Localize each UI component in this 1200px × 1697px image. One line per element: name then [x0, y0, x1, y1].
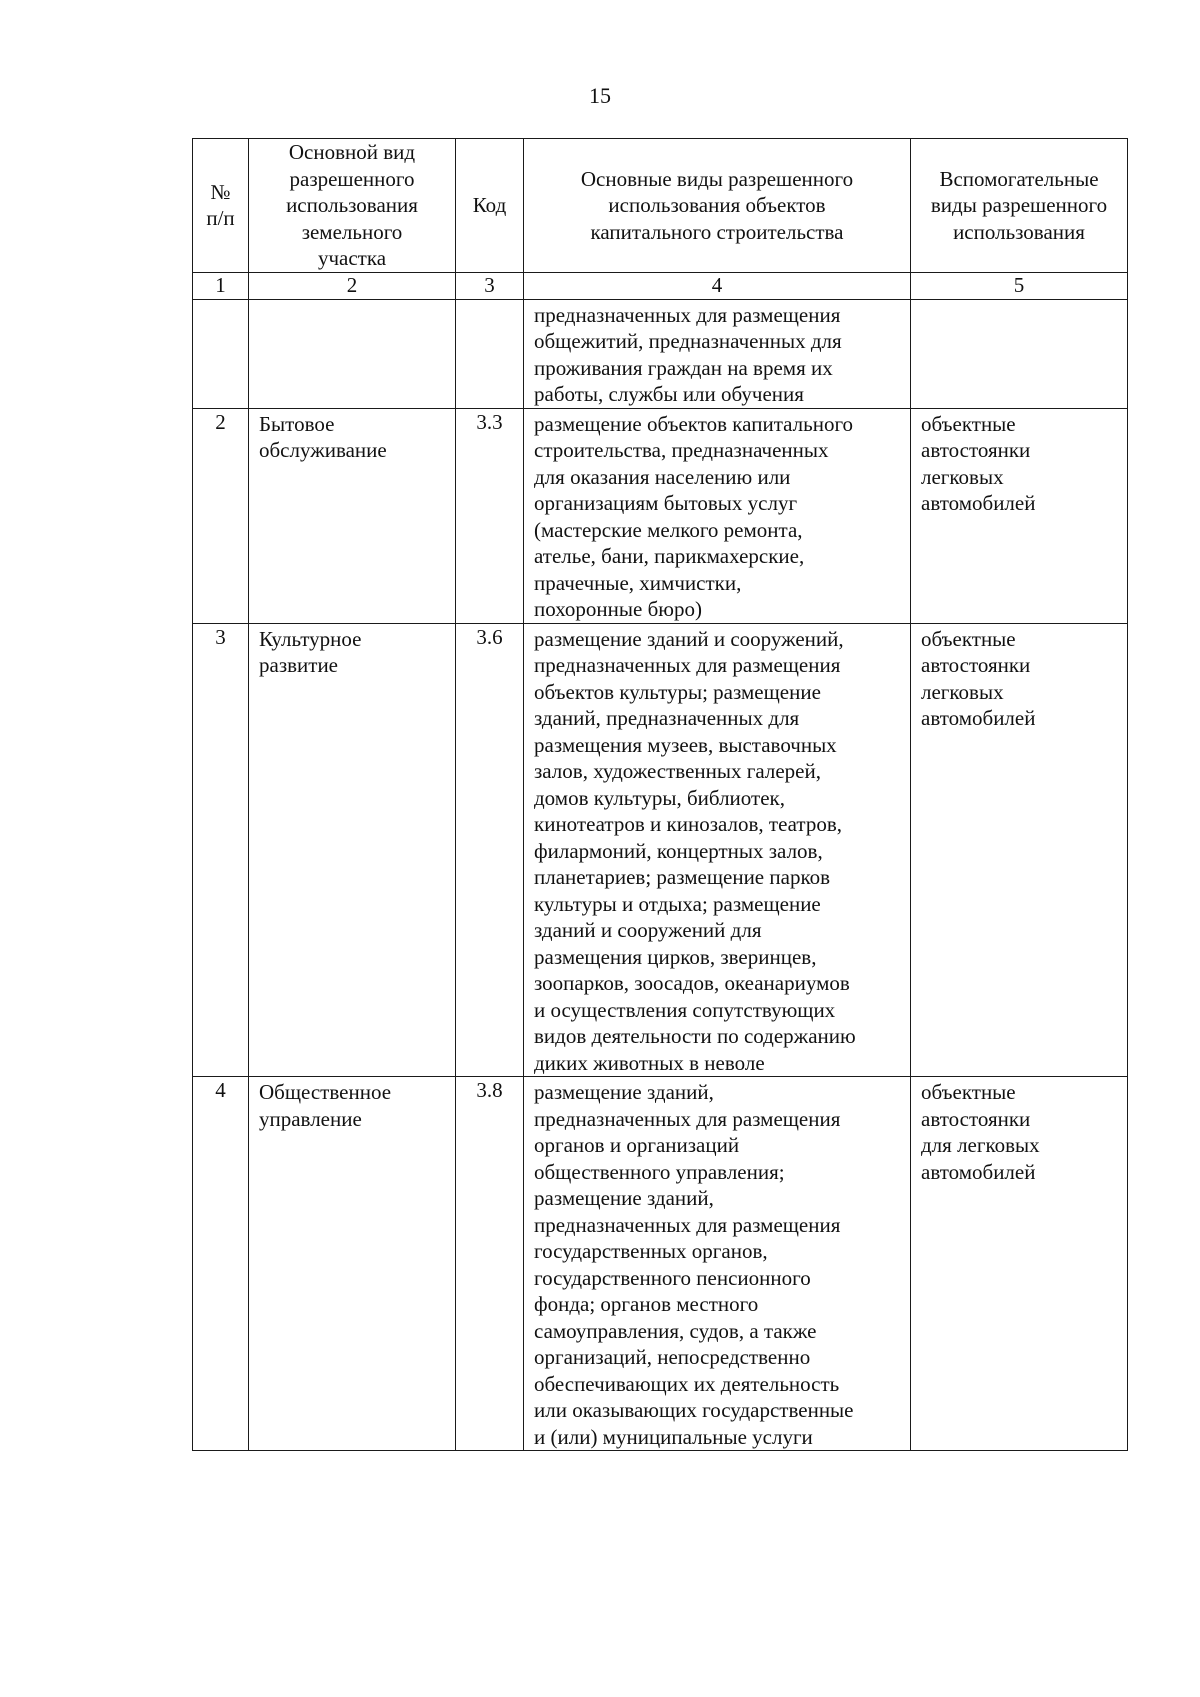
row-number: 2 [193, 408, 249, 623]
capital-use-cell-line: размещение зданий, [534, 1186, 714, 1210]
code-cell: 3.6 [456, 623, 524, 1077]
capital-use-cell-line: культуры и отдыха; размещение [534, 891, 821, 916]
header-no: № п/п [193, 139, 249, 273]
capital-use-cell-line: размещение зданий и сооружений, [534, 626, 844, 651]
capital-use-cell-line: для оказания населению или [534, 464, 791, 489]
capital-use-cell-line: государственного пенсионного [534, 1265, 811, 1290]
capital-use-cell-line: предназначенных для размещения [534, 302, 841, 327]
auxiliary-use-cell-line: объектные [921, 411, 1016, 436]
capital-use-cell-line: ателье, бани, парикмахерские, [534, 544, 805, 568]
header-code: Код [456, 139, 524, 273]
column-number-row [193, 272, 1128, 299]
capital-use-cell-line: и (или) муниципальные услуги [534, 1424, 813, 1449]
capital-use-cell-line: органов и организаций [534, 1133, 740, 1157]
capital-use-cell-line: филармоний, концертных залов, [534, 838, 823, 863]
capital-use-cell-line: фонда; органов местного [534, 1292, 759, 1316]
land-use-cell-line: управление [259, 1106, 362, 1131]
capital-use-cell-line: зоопарков, зоосадов, океанариумов [534, 971, 850, 995]
table-header-row [193, 139, 1128, 273]
row-number [193, 299, 249, 408]
capital-use-cell-line: объектов культуры; размещение [534, 679, 821, 704]
auxiliary-use-cell-line: объектные [921, 1080, 1016, 1104]
capital-use-cell [524, 623, 911, 1077]
land-use-cell-line: Бытовое [259, 411, 335, 436]
capital-use-cell-line: работы, службы или обучения [534, 382, 804, 406]
capital-use-cell-line: похоронные бюро) [534, 597, 702, 621]
capital-use-cell-line: проживания граждан на время их [534, 355, 833, 380]
capital-use-cell-line: размещение объектов капитального [534, 411, 854, 436]
table-row [193, 299, 1128, 408]
capital-use-cell-line: предназначенных для размещения [534, 653, 841, 677]
capital-use-cell-line: общественного управления; [534, 1159, 785, 1184]
capital-use-cell [524, 408, 911, 623]
auxiliary-use-cell [911, 299, 1128, 408]
land-use-cell [249, 408, 456, 623]
land-use-cell [249, 299, 456, 408]
table-row [193, 623, 1128, 1077]
column-number: 1 [193, 272, 249, 299]
auxiliary-use-cell-line: автомобилей [921, 1159, 1036, 1184]
row-number: 4 [193, 1077, 249, 1451]
table-row [193, 1077, 1128, 1451]
capital-use-cell-line: или оказывающих государственные [534, 1398, 854, 1422]
auxiliary-use-cell-line: легковых [921, 464, 1004, 489]
page-number: 15 [589, 83, 611, 108]
auxiliary-use-cell-line: объектные [921, 626, 1016, 651]
capital-use-cell-line: строительства, предназначенных [534, 438, 829, 462]
table-row [193, 408, 1128, 623]
capital-use-cell-line: (мастерские мелкого ремонта, [534, 517, 803, 542]
capital-use-cell-line: видов деятельности по содержанию [534, 1024, 856, 1048]
auxiliary-use-cell-line: автомобилей [921, 706, 1036, 730]
auxiliary-use-cell-line: легковых [921, 679, 1004, 704]
code-cell [456, 299, 524, 408]
header-main-capital-use: Основные виды разрешенного использования объектов капитального строительства [524, 139, 911, 273]
capital-use-cell-line: залов, художественных галерей, [534, 759, 821, 783]
land-use-cell [249, 623, 456, 1077]
land-use-cell-line: обслуживание [259, 438, 387, 462]
capital-use-cell-line: предназначенных для размещения [534, 1212, 841, 1237]
auxiliary-use-cell [911, 1077, 1128, 1451]
capital-use-cell-line: планетариев; размещение парков [534, 865, 830, 889]
auxiliary-use-cell-line: автостоянки [921, 438, 1031, 462]
code-cell: 3.3 [456, 408, 524, 623]
capital-use-cell-line: кинотеатров и кинозалов, театров, [534, 812, 843, 836]
capital-use-cell-line: прачечные, химчистки, [534, 570, 742, 595]
capital-use-cell-line: общежитий, предназначенных для [534, 329, 842, 353]
capital-use-cell-line: предназначенных для размещения [534, 1106, 841, 1131]
header-auxiliary-use: Вспомогательные виды разрешенного использования [911, 139, 1128, 273]
capital-use-cell-line: зданий и сооружений для [534, 918, 762, 942]
auxiliary-use-cell-line: автостоянки [921, 1106, 1031, 1131]
column-number: 2 [249, 272, 456, 299]
capital-use-cell-line: домов культуры, библиотек, [534, 785, 785, 810]
capital-use-cell-line: зданий, предназначенных для [534, 706, 800, 730]
capital-use-cell-line: диких животных в неволе [534, 1050, 765, 1075]
capital-use-cell-line: организаций, непосредственно [534, 1345, 811, 1369]
land-use-cell-line: развитие [259, 653, 339, 677]
auxiliary-use-cell [911, 408, 1128, 623]
code-cell: 3.8 [456, 1077, 524, 1451]
header-main-land-use: Основной вид разрешенного использования земельного участка [249, 139, 456, 273]
capital-use-cell-line: организациям бытовых услуг [534, 491, 798, 515]
auxiliary-use-cell [911, 623, 1128, 1077]
capital-use-cell [524, 299, 911, 408]
capital-use-cell-line: размещения цирков, зверинцев, [534, 944, 817, 969]
auxiliary-use-cell-line: автостоянки [921, 653, 1031, 677]
land-use-cell [249, 1077, 456, 1451]
capital-use-cell-line: размещение зданий, [534, 1080, 714, 1104]
row-number: 3 [193, 623, 249, 1077]
capital-use-cell-line: самоуправления, судов, а также [534, 1318, 817, 1343]
capital-use-cell-line: обеспечивающих их деятельность [534, 1371, 840, 1396]
auxiliary-use-cell-line: для легковых [921, 1133, 1040, 1157]
capital-use-cell-line: и осуществления сопутствующих [534, 997, 836, 1022]
column-number: 4 [524, 272, 911, 299]
capital-use-cell [524, 1077, 911, 1451]
capital-use-cell-line: государственных органов, [534, 1239, 768, 1263]
land-use-cell-line: Культурное [259, 626, 362, 651]
land-use-cell-line: Общественное [259, 1080, 392, 1104]
capital-use-cell-line: размещения музеев, выставочных [534, 732, 837, 757]
land-use-table [192, 138, 1128, 1451]
column-number: 3 [456, 272, 524, 299]
column-number: 5 [911, 272, 1128, 299]
auxiliary-use-cell-line: автомобилей [921, 491, 1036, 515]
